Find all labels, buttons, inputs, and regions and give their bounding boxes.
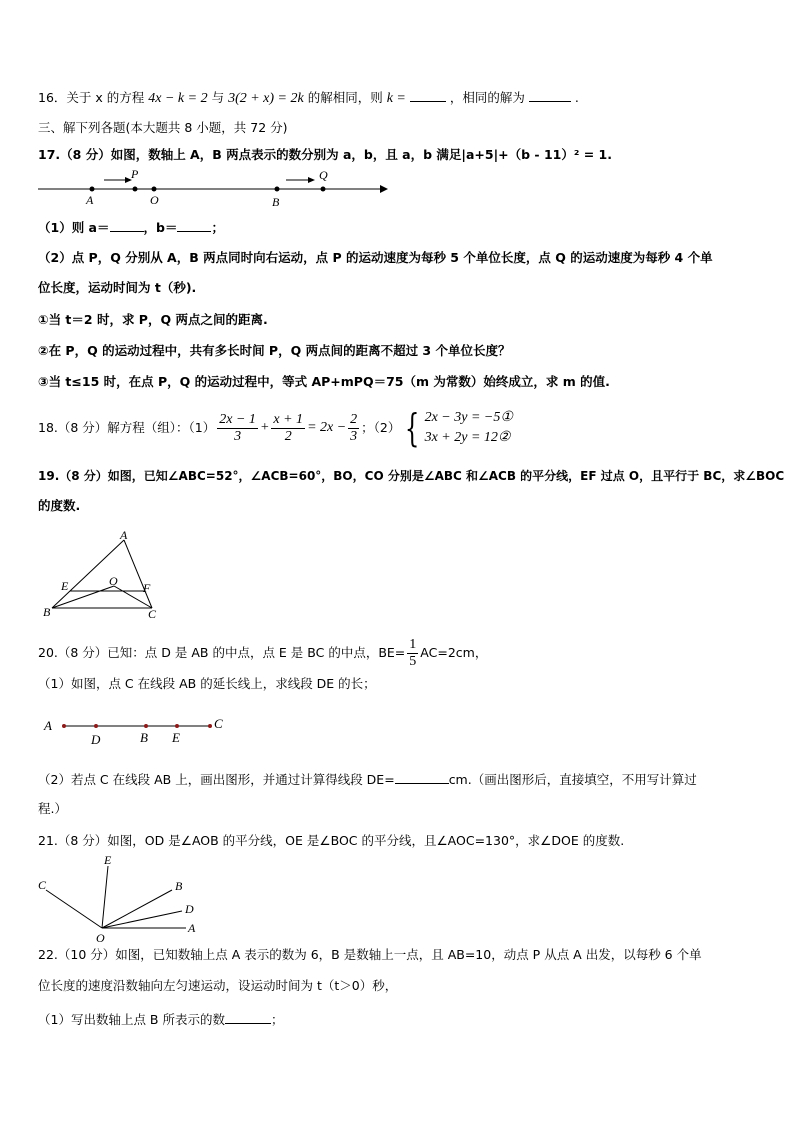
q22-p1: （1）写出数轴上点 B 所表示的数 — [38, 1012, 225, 1027]
system-brace: { — [405, 406, 420, 450]
q20-segment-figure — [40, 710, 240, 746]
frac2-den: 2 — [284, 428, 292, 444]
q21-stem: 21.（8 分）如图，OD 是∠AOB 的平分线，OE 是∠BOC 的平分线，且∠AOC=130°，求∠DOE 的度数. — [38, 833, 625, 848]
q17-part1 — [38, 218, 224, 237]
frac3-den: 3 — [350, 428, 358, 444]
frac2-num: x + 1 — [273, 411, 304, 427]
q18-fraction-1 — [217, 412, 258, 445]
label-P: P — [131, 167, 139, 181]
label-A: A — [120, 528, 128, 542]
label-B: B — [43, 605, 51, 619]
q19-line1: 19.（8 分）如图，已知∠ABC=52°，∠ACB=60°，BO，CO 分别是∠ABC 和∠ACB 的平分线，EF 过点 O，且平行于 BC，求∠BOC — [38, 469, 785, 483]
q17-case2: ②在 P，Q 的运动过程中，共有多长时间 P，Q 两点间的距离不超过 3 个单位长度？ — [38, 343, 511, 358]
label-C: C — [38, 878, 47, 892]
q16-suffix: 的解相同，则 — [307, 90, 383, 105]
point-A-dot — [62, 724, 66, 728]
q18-fraction-3 — [348, 412, 359, 445]
q19-triangle-figure — [38, 528, 168, 620]
q21-angle-figure — [36, 852, 206, 942]
q17-part2-line2: 位长度，运动时间为 t（秒). — [38, 280, 197, 295]
q18-prefix: 18.（8 分）解方程（组）：（1） — [38, 420, 216, 435]
label-O: O — [109, 574, 118, 588]
label-B: B — [140, 730, 148, 745]
point-C-dot — [208, 724, 212, 728]
label-E: E — [172, 730, 180, 745]
q20-part2-line2: 程.） — [38, 801, 67, 816]
q16-prefix: 16．关于 x 的方程 — [38, 90, 145, 105]
q16-end1: ，相同的解为 — [449, 90, 525, 105]
q17-part2-line1: （2）点 P，Q 分别从 A，B 两点同时向右运动，点 P 的运动速度为每秒 5 个单位长度，点 Q 的运动速度为每秒 4 个单 — [38, 250, 713, 265]
q20-suffix: AC=2cm， — [420, 645, 488, 660]
label-A: A — [44, 718, 52, 733]
ray-OD — [102, 911, 182, 928]
label-B: B — [272, 195, 280, 209]
label-O: O — [150, 193, 159, 207]
label-O: O — [96, 931, 105, 942]
point-B-dot — [275, 187, 280, 192]
q17-p1-b: ，b＝ — [143, 220, 178, 235]
point-D-dot — [94, 724, 98, 728]
q18-fraction-2 — [271, 412, 305, 445]
point-E-dot — [175, 724, 179, 728]
q17-number-line-figure — [36, 166, 396, 210]
q20-stem — [38, 636, 487, 670]
label-Q: Q — [319, 168, 328, 182]
point-Q-dot — [321, 187, 326, 192]
q22-p1-end: ； — [270, 1012, 284, 1027]
q20-p2-b: cm.（画出图形后，直接填空，不用写计算过 — [448, 772, 697, 787]
label-B: B — [175, 879, 183, 893]
q17-stem: 17.（8 分）如图，数轴上 A，B 两点表示的数分别为 a，b，且 a，b 满足|a+5|+（b - 11）² = 1. — [38, 147, 612, 162]
label-C: C — [148, 607, 157, 620]
q-motion-arrowhead — [308, 177, 315, 183]
q19-line2: 的度数. — [38, 498, 81, 513]
label-F: F — [143, 581, 151, 595]
q16-end2: . — [574, 90, 579, 105]
point-A-dot — [90, 187, 95, 192]
label-E: E — [61, 579, 69, 593]
q22-line1: 22.（10 分）如图，已知数轴上点 A 表示的数为 6，B 是数轴上一点，且 AB=10，动点 P 从点 A 出发，以每秒 6 个单 — [38, 947, 702, 962]
q20-fraction — [407, 637, 418, 670]
q20-blank-DE[interactable] — [395, 770, 449, 784]
q16-eq1: 4x − k = 2 — [148, 91, 208, 106]
q20-part2-line1 — [38, 770, 697, 789]
frac1-num: 2x − 1 — [219, 411, 256, 427]
q17-case3: ③当 t≤15 时，在点 P，Q 的运动过程中，等式 AP+mPQ＝75（m 为常数）始终成立，求 m 的值. — [38, 374, 610, 389]
q17-p1-a: （1）则 a＝ — [38, 220, 110, 235]
q16-k-label: k = — [386, 91, 406, 106]
q17-p1-end: ； — [211, 220, 224, 235]
label-A: A — [86, 193, 94, 207]
label-A: A — [188, 921, 196, 935]
point-P-dot — [133, 187, 138, 192]
frac3-num: 2 — [350, 411, 358, 427]
q18-eq: = 2x − — [307, 420, 347, 435]
frac-den: 5 — [409, 653, 417, 669]
system-eq2: 3x + 2y = 12② — [424, 430, 511, 445]
label-C: C — [214, 716, 223, 731]
q18-plus: + — [259, 420, 270, 435]
q22-blank-B[interactable] — [225, 1010, 271, 1024]
q22-line2: 位长度的速度沿数轴向左匀速运动，设运动时间为 t（t＞0）秒， — [38, 978, 398, 993]
q16-blank-k[interactable] — [410, 88, 446, 102]
point-B-dot — [144, 724, 148, 728]
q16-mid: 与 — [211, 90, 225, 105]
frac-num: 1 — [409, 636, 417, 652]
q17-blank-a[interactable] — [110, 218, 144, 232]
q17-blank-b[interactable] — [177, 218, 211, 232]
ray-OB — [102, 890, 172, 928]
axis-arrowhead — [380, 185, 388, 193]
q18-line — [38, 406, 513, 450]
section-heading: 三、解下列各题(本大题共 8 小题，共 72 分) — [38, 120, 288, 135]
q22-part1 — [38, 1010, 284, 1029]
frac1-den: 3 — [234, 428, 242, 444]
q16-eq2: 3(2 + x) = 2k — [228, 91, 304, 106]
q20-part1: （1）如图，点 C 在线段 AB 的延长线上，求线段 DE 的长； — [38, 676, 376, 691]
q16-blank-solution[interactable] — [529, 88, 571, 102]
q16-line — [38, 88, 579, 108]
q20-p2-a: （2）若点 C 在线段 AB 上，画出图形，并通过计算得线段 DE= — [38, 772, 395, 787]
q18-equation-system — [400, 408, 513, 448]
point-O-dot — [152, 187, 157, 192]
q17-case1: ①当 t＝2 时，求 P，Q 两点之间的距离. — [38, 312, 268, 327]
label-D: D — [91, 732, 101, 746]
ray-OE — [102, 866, 108, 928]
q18-sep: ；（2） — [361, 420, 401, 435]
label-E: E — [104, 853, 112, 867]
system-eq1: 2x − 3y = −5① — [424, 410, 513, 425]
q20-prefix: 20.（8 分）已知：点 D 是 AB 的中点，点 E 是 BC 的中点，BE= — [38, 645, 406, 660]
label-D: D — [185, 902, 194, 916]
side-AC — [124, 540, 152, 608]
ray-OC — [46, 890, 102, 928]
